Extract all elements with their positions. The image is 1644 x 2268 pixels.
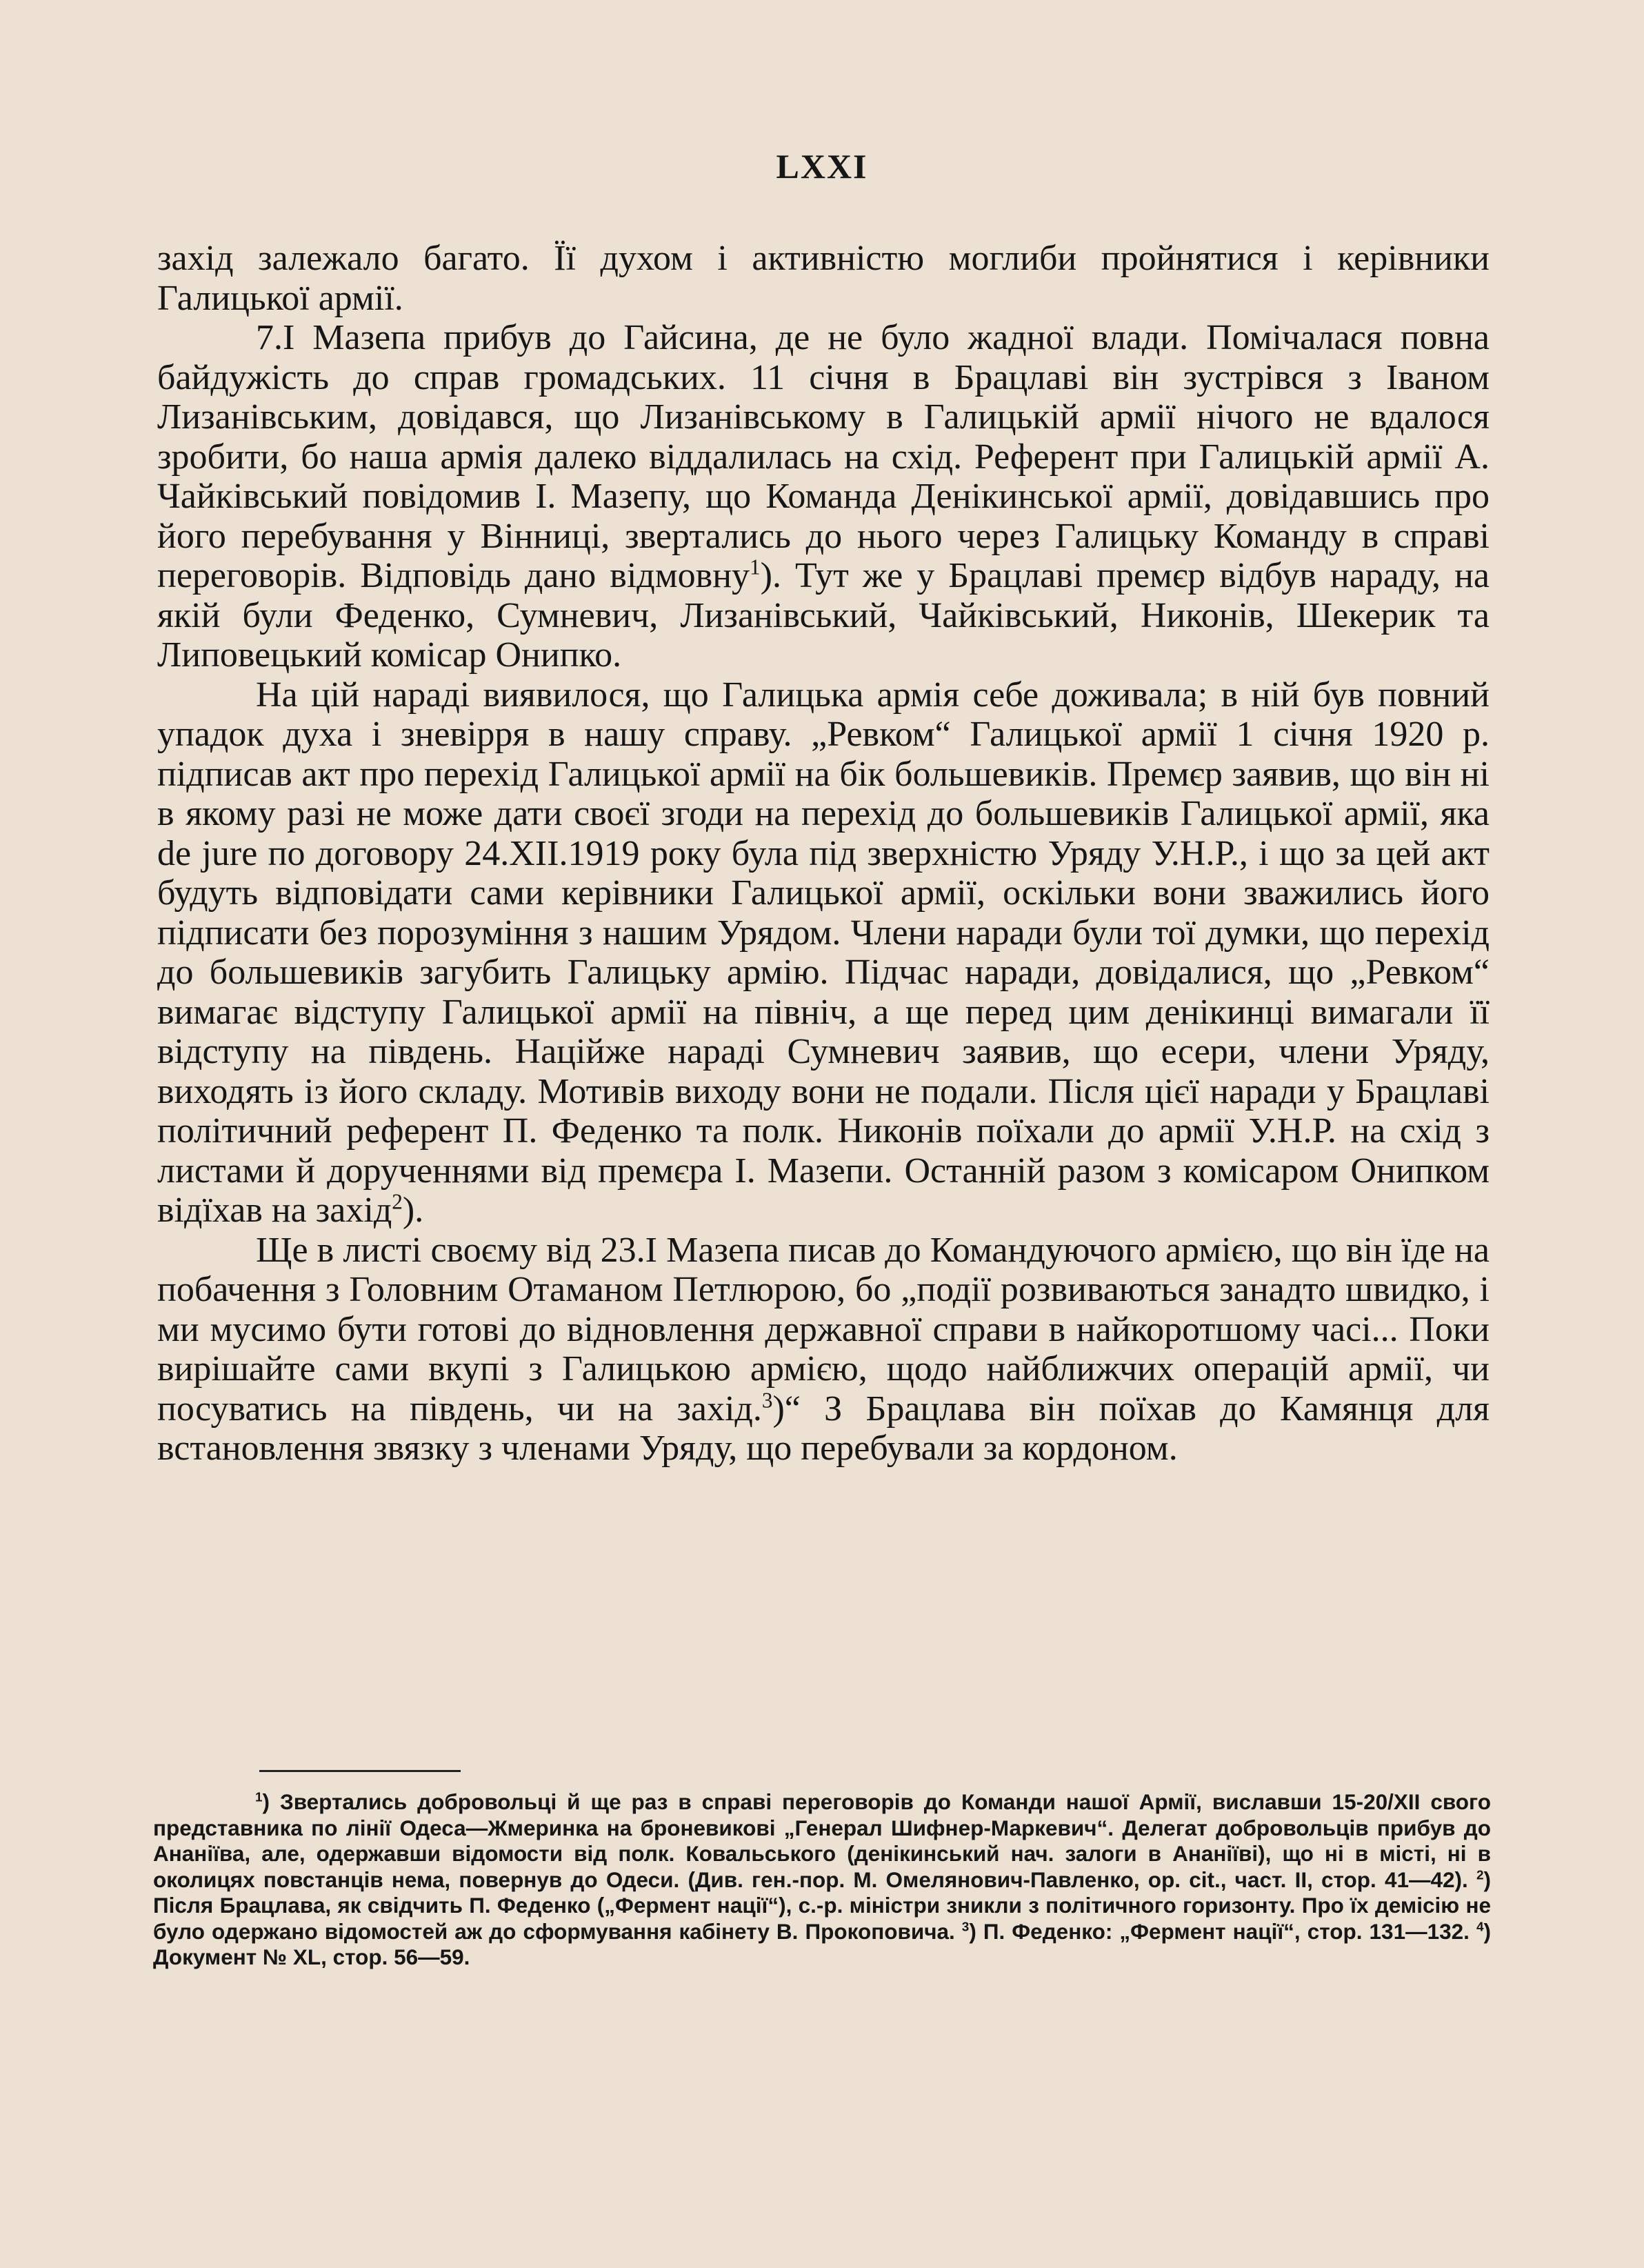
paragraph-2-text-b: ). Тут же у Брацлаві премєр відбув нараду, на якій були Феденко, Сумневич, Лизанівський, Чайківський, Никонів, Шекерик та Липовецький комісар Онипко. bbox=[157, 556, 1490, 675]
footnote-3-marker: 3 bbox=[961, 1920, 970, 1934]
paragraph-4-text-a: Ще в листі своєму від 23.І Мазепа писав до Командуючого армією, що він їде на побачення з Головним Отаманом Петлюрою, бо „події розвиваються занадто швидко, і ми мусимо бути готові до відновлення державної справи в найкоротшому часі... Поки вирішайте сами вкупі з Галицькою армією, щодо найближчих операцій армії, чи посуватись на південь, чи на захід. bbox=[157, 1230, 1490, 1429]
footnote-1-text: ) Звертались добровольці й ще раз в справі переговорів до Команди нашої Армії, виславши 15-20/XII свого представника по лінії Одеса—Жмеринка на броневикові „Генерал Шифнер-Маркевич“. Делегат добровольців прибув до Ананіїва, але, одержавши відомости від полк. Ковальського (денікинський нач. залоги в Ананіїві), що ні в місті, ні в околицях повстанців нема, повернув до Одеси. (Див. ген.-пор. М. Омелянович-Павленко, op. cit., част. II, стор. 41—42). bbox=[153, 1789, 1491, 1892]
paragraph-3-text-b: ). bbox=[402, 1191, 424, 1230]
paragraph-2 bbox=[157, 318, 1490, 675]
paragraph-2-text-a: 7.І Мазепа прибув до Гайсина, де не було жадної влади. Помічалася повна байдужість до справ громадських. 11 січня в Брацлаві він зустрівся з Іваном Лизанівським, довідався, що Лизанівському в Галицькій армії нічого не вдалося зробити, бо наша армія далеко віддалилась на схід. Референт при Галицькій армії А. Чайківський повідомив І. Мазепу, що Команда Денікинської армії, довідавшись про його перебування у Вінниці, звертались до нього через Галицьку Команду в справі переговорів. Відповідь дано відмовну bbox=[157, 318, 1490, 595]
footnote-4-text: ) Документ № XL, стор. 56—59. bbox=[153, 1918, 1491, 1969]
paragraph-3-text-a: На цій нараді виявилося, що Галицька армія себе доживала; в ній був повний упадок духа і зневірря в нашу справу. „Ревком“ Галицької армії 1 січня 1920 р. підписав акт про перехід Галицької армії на бік большевиків. Премєр заявив, що він ні в якому разі не може дати своєї згоди на перехід до большевиків Галицької армії, яка de jure по договору 24.XII.1919 року була під зверхністю Уряду У.Н.Р., і що за цей акт будуть відповідати сами керівники Галицької армії, оскільки вони зважились його підписати без порозуміння з нашим Урядом. Члени наради були тої думки, що перехід до большевиків загубить Галицьку армію. Підчас наради, довідалися, що „Ревком“ вимагає відступу Галицької армії на північ, а ще перед цим денікинці вимагали її відступу на південь. Наційже нараді Сумневич заявив, що есери, члени Уряду, виходять із його складу. Мотивів виходу вони не подали. Після цієї наради у Брацлаві політичний референт П. Феденко та полк. Никонів поїхали до армії У.Н.Р. на схід з листами й дорученнями від премєра І. Мазепи. Останній разом з комісаром Онипком відїхав на захід bbox=[157, 675, 1490, 1230]
body-text bbox=[157, 239, 1490, 1469]
footnote-4-marker: 4 bbox=[1476, 1920, 1484, 1934]
footnote-2-text: ) Після Брацлава, як свідчить П. Феденко („Фермент нації“), с.-р. міністри зникли з політичного горизонту. Про їх демісію не було одержано відомостей аж до сформування кабінету В. Прокоповича. bbox=[153, 1867, 1491, 1944]
paragraph-4-text-b: )“ З Брацлава він поїхав до Камянця для встановлення звязку з членами Уряду, що перебували за кордоном. bbox=[157, 1389, 1490, 1468]
paragraph-4 bbox=[157, 1231, 1490, 1469]
footnote-separator bbox=[259, 1770, 461, 1772]
footnote-3-text: ) П. Феденко: „Фермент нації“, стор. 131—132. bbox=[969, 1918, 1470, 1944]
paragraph-1-text: захід залежало багато. Її духом і активністю моглиби пройнятися і керівники Галицької армії. bbox=[157, 239, 1490, 318]
page-number: LXXI bbox=[776, 147, 868, 186]
footnote-ref-1: 1 bbox=[750, 555, 761, 579]
footnotes bbox=[153, 1789, 1491, 1971]
paragraph-3 bbox=[157, 675, 1490, 1231]
footnote-ref-3: 3 bbox=[761, 1388, 773, 1413]
footnote-1-marker: 1 bbox=[255, 1790, 263, 1805]
paragraph-1 bbox=[157, 239, 1490, 318]
footnote-ref-2: 2 bbox=[392, 1189, 403, 1214]
footnote-2-marker: 2 bbox=[1476, 1868, 1484, 1882]
